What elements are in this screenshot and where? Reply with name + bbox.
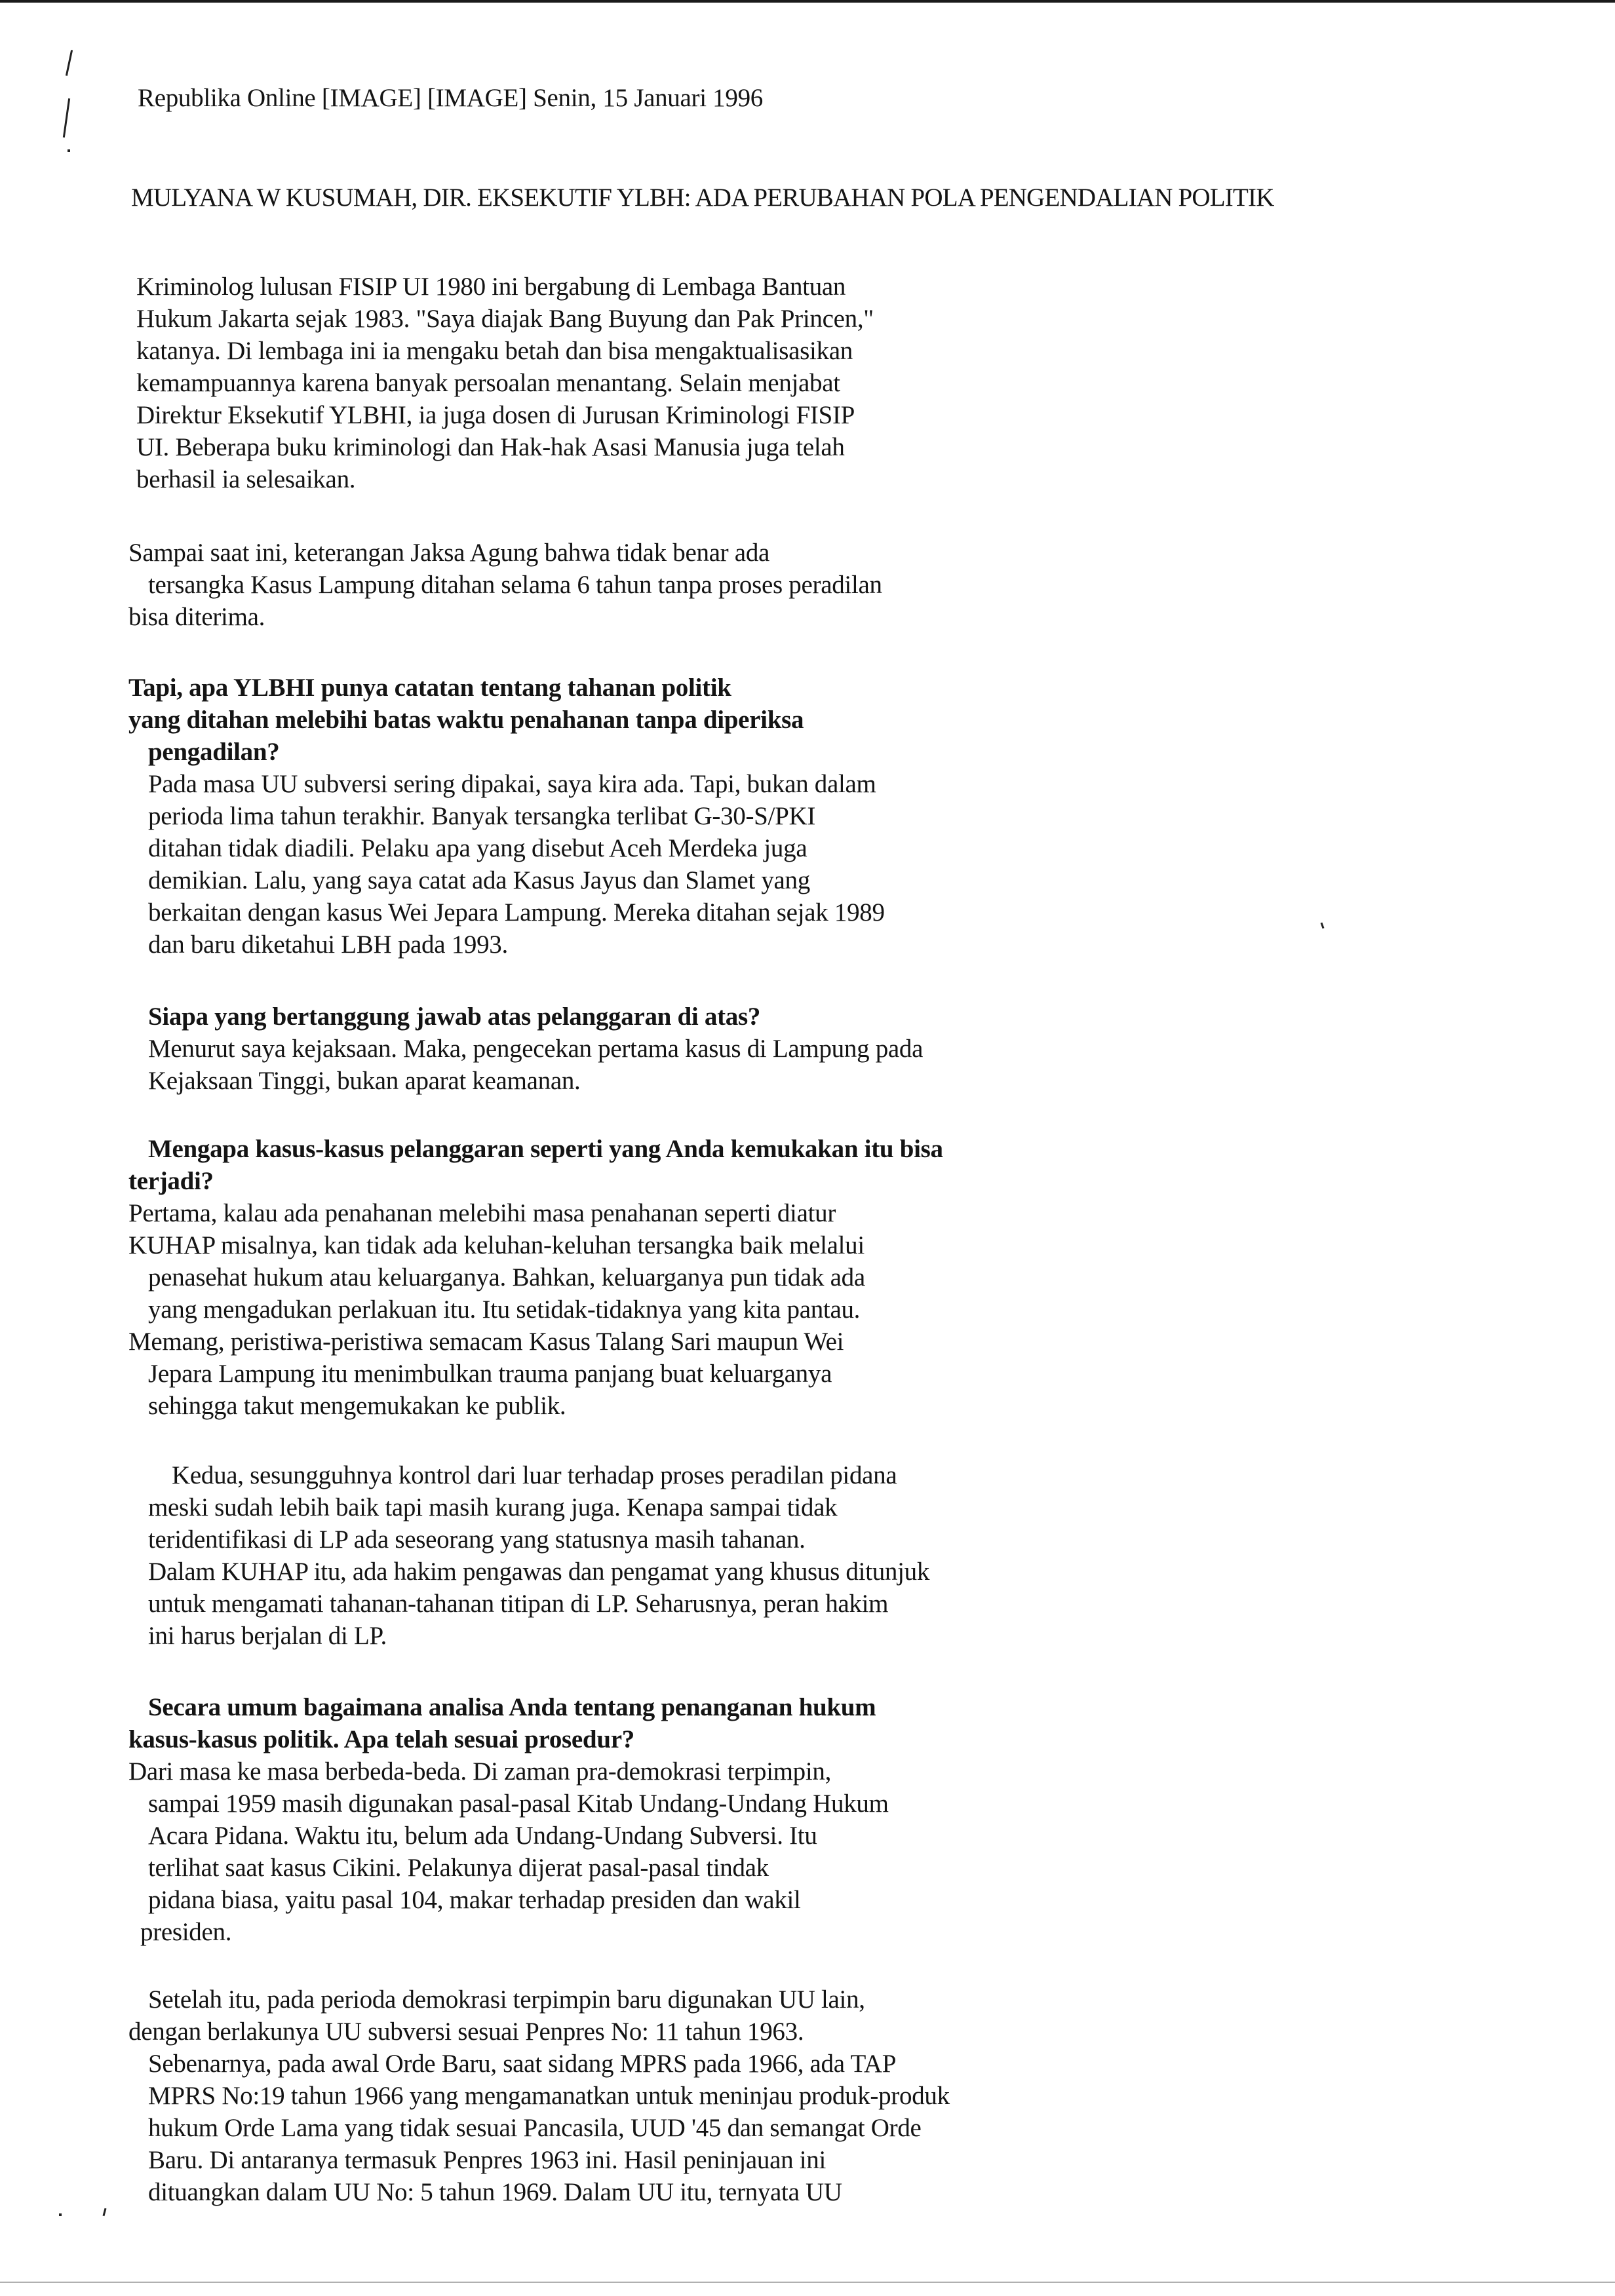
text-line: ini harus berjalan di LP.: [148, 1622, 387, 1650]
text-line: Menurut saya kejaksaan. Maka, pengecekan pertama kasus di Lampung pada: [148, 1035, 924, 1063]
text-line: untuk mengamati tahanan-tahanan titipan di LP. Seharusnya, peran hakim: [148, 1590, 889, 1618]
text-line: perioda lima tahun terakhir. Banyak tersangka terlibat G-30-S/PKI: [148, 802, 816, 830]
scan-mark: [66, 50, 73, 76]
text-line: UI. Beberapa buku kriminologi dan Hak-hak Asasi Manusia juga telah: [136, 433, 845, 461]
scan-mark: [68, 149, 70, 152]
text-line: Hukum Jakarta sejak 1983. "Saya diajak Bang Buyung dan Pak Princen,": [136, 305, 874, 333]
text-line: berhasil ia selesaikan.: [136, 465, 356, 493]
scan-mark: [102, 2208, 106, 2216]
scan-mark: [63, 98, 70, 138]
text-line: Acara Pidana. Waktu itu, belum ada Undang-Undang Subversi. Itu: [148, 1822, 817, 1850]
text-line: Dari masa ke masa berbeda-beda. Di zaman pra-demokrasi terpimpin,: [128, 1757, 832, 1786]
text-line: tersangka Kasus Lampung ditahan selama 6 tahun tanpa proses peradilan: [148, 571, 882, 599]
source-line: Republika Online [IMAGE] [IMAGE] Senin, 15 Januari 1996: [138, 84, 763, 112]
scan-bottom-edge: [0, 2282, 1615, 2283]
question-line: Siapa yang bertanggung jawab atas pelanggaran di atas?: [148, 1003, 761, 1031]
text-line: Kejaksaan Tinggi, bukan aparat keamanan.: [148, 1067, 581, 1095]
text-line: Sebenarnya, pada awal Orde Baru, saat sidang MPRS pada 1966, ada TAP: [148, 2050, 897, 2078]
question-line: Tapi, apa YLBHI punya catatan tentang tahanan politik: [128, 674, 731, 702]
text-line: demikian. Lalu, yang saya catat ada Kasus Jayus dan Slamet yang: [148, 866, 810, 894]
question-line: Mengapa kasus-kasus pelanggaran seperti yang Anda kemukakan itu bisa: [148, 1135, 943, 1163]
text-line: bisa diterima.: [128, 603, 265, 631]
text-line: Memang, peristiwa-peristiwa semacam Kasus Talang Sari maupun Wei: [128, 1328, 844, 1356]
text-line: presiden.: [140, 1918, 232, 1946]
question-line: Secara umum bagaimana analisa Anda tentang penanganan hukum: [148, 1693, 876, 1721]
text-line: Direktur Eksekutif YLBHI, ia juga dosen di Jurusan Kriminologi FISIP: [136, 401, 855, 429]
text-line: Dalam KUHAP itu, ada hakim pengawas dan pengamat yang khusus ditunjuk: [148, 1558, 930, 1586]
question-line: pengadilan?: [148, 738, 280, 766]
text-line: Sampai saat ini, keterangan Jaksa Agung bahwa tidak benar ada: [128, 539, 770, 567]
text-line: Pertama, kalau ada penahanan melebihi masa penahanan seperti diatur: [128, 1199, 836, 1227]
text-line: yang mengadukan perlakuan itu. Itu setidak-tidaknya yang kita pantau.: [148, 1295, 861, 1324]
scan-top-edge: [0, 0, 1615, 3]
text-line: hukum Orde Lama yang tidak sesuai Pancasila, UUD '45 dan semangat Orde: [148, 2114, 922, 2142]
text-line: katanya. Di lembaga ini ia mengaku betah dan bisa mengaktualisasikan: [136, 337, 853, 365]
text-line: Setelah itu, pada perioda demokrasi terpimpin baru digunakan UU lain,: [148, 1985, 865, 2014]
text-line: teridentifikasi di LP ada seseorang yang statusnya masih tahanan.: [148, 1525, 806, 1554]
text-line: sehingga takut mengemukakan ke publik.: [148, 1392, 566, 1420]
text-line: Jepara Lampung itu menimbulkan trauma panjang buat keluarganya: [148, 1360, 832, 1388]
text-line: pidana biasa, yaitu pasal 104, makar terhadap presiden dan wakil: [148, 1886, 801, 1914]
text-line: Kedua, sesungguhnya kontrol dari luar terhadap proses peradilan pidana: [172, 1461, 897, 1489]
text-line: Pada masa UU subversi sering dipakai, saya kira ada. Tapi, bukan dalam: [148, 770, 876, 798]
text-line: dan baru diketahui LBH pada 1993.: [148, 930, 508, 959]
text-line: KUHAP misalnya, kan tidak ada keluhan-keluhan tersangka baik melalui: [128, 1231, 865, 1259]
text-line: ditahan tidak diadili. Pelaku apa yang disebut Aceh Merdeka juga: [148, 834, 808, 862]
text-line: Baru. Di antaranya termasuk Penpres 1963 ini. Hasil peninjauan ini: [148, 2146, 827, 2174]
text-line: Kriminolog lulusan FISIP UI 1980 ini bergabung di Lembaga Bantuan: [136, 273, 846, 301]
question-line: terjadi?: [128, 1167, 214, 1195]
text-line: terlihat saat kasus Cikini. Pelakunya dijerat pasal-pasal tindak: [148, 1854, 769, 1882]
text-line: dituangkan dalam UU No: 5 tahun 1969. Dalam UU itu, ternyata UU: [148, 2178, 842, 2206]
question-line: kasus-kasus politik. Apa telah sesuai prosedur?: [128, 1725, 634, 1753]
scan-mark: [59, 2213, 62, 2216]
question-line: yang ditahan melebihi batas waktu penahanan tanpa diperiksa: [128, 706, 804, 734]
text-line: MPRS No:19 tahun 1966 yang mengamanatkan untuk meninjau produk-produk: [148, 2082, 950, 2110]
text-line: sampai 1959 masih digunakan pasal-pasal Kitab Undang-Undang Hukum: [148, 1789, 889, 1818]
headline: MULYANA W KUSUMAH, DIR. EKSEKUTIF YLBH: ADA PERUBAHAN POLA PENGENDALIAN POLITIK: [131, 183, 1274, 212]
text-line: dengan berlakunya UU subversi sesuai Penpres No: 11 tahun 1963.: [128, 2018, 804, 2046]
text-line: berkaitan dengan kasus Wei Jepara Lampung. Mereka ditahan sejak 1989: [148, 898, 885, 927]
text-line: penasehat hukum atau keluarganya. Bahkan, keluarganya pun tidak ada: [148, 1263, 865, 1292]
scan-mark: [1321, 923, 1325, 928]
text-line: meski sudah lebih baik tapi masih kurang juga. Kenapa sampai tidak: [148, 1493, 838, 1521]
text-line: kemampuannya karena banyak persoalan menantang. Selain menjabat: [136, 369, 840, 397]
